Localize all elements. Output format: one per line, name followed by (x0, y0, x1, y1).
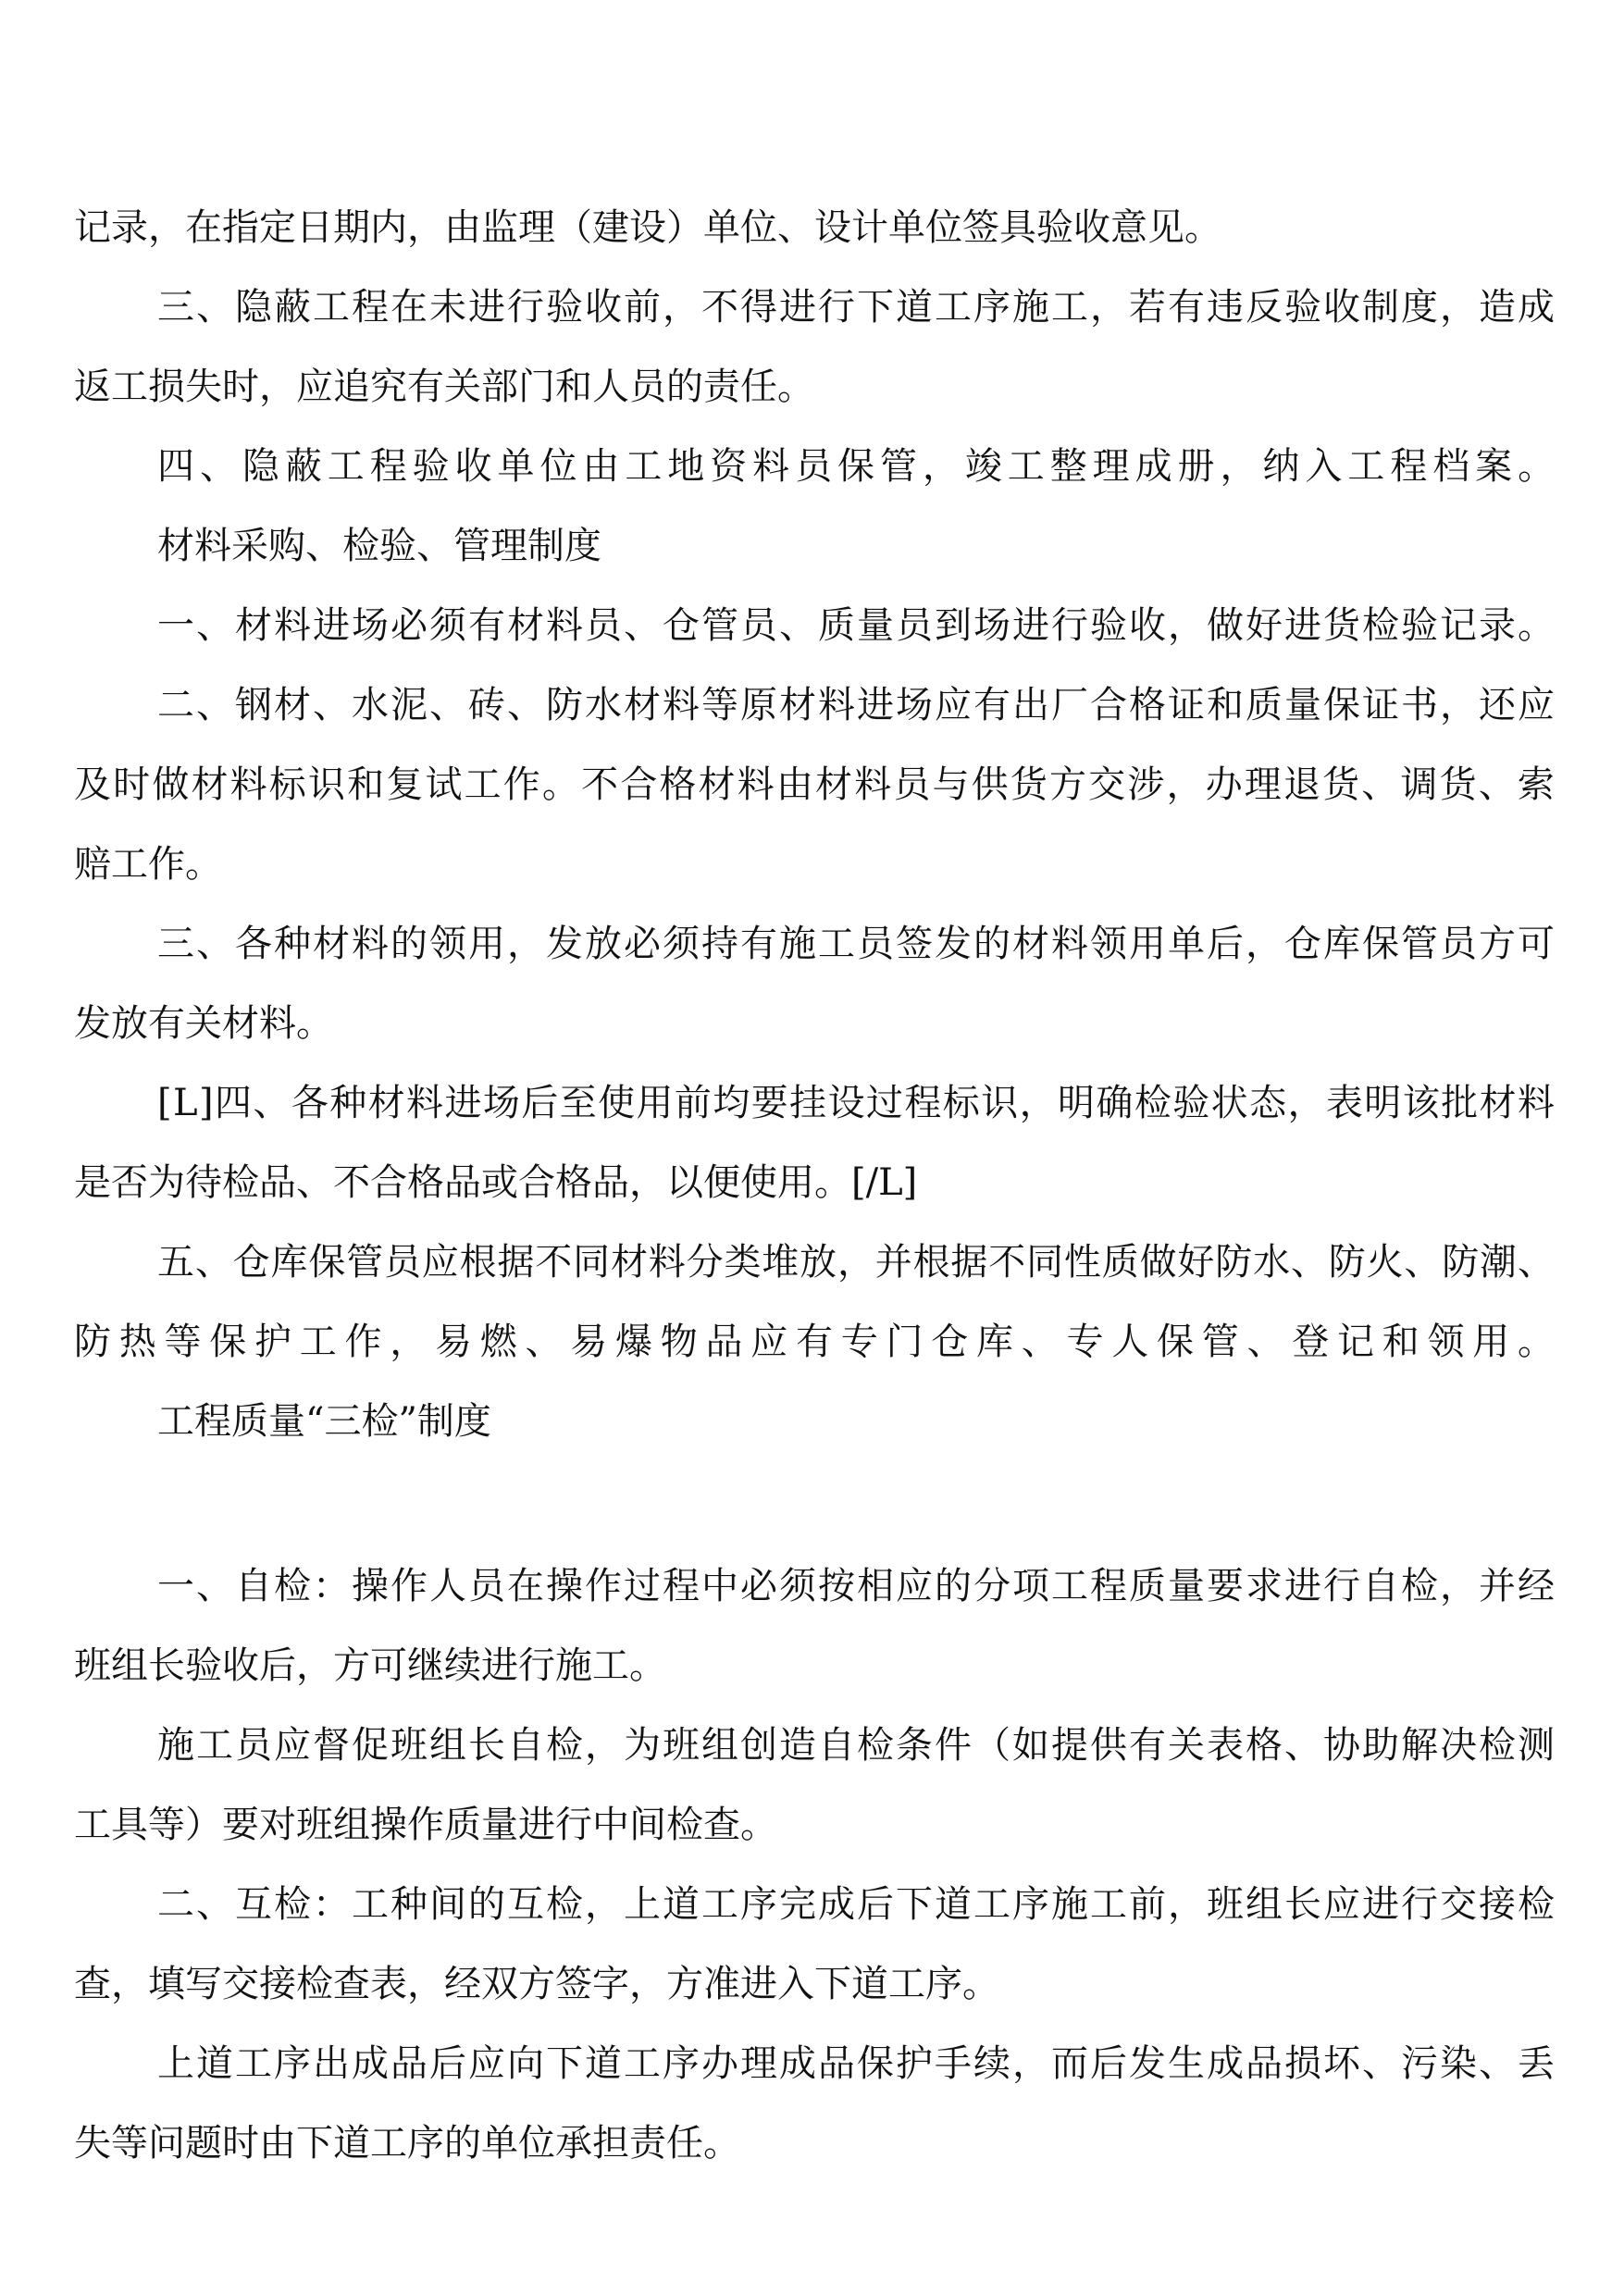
text-line-4: 四、隐蔽工程验收单位由工地资料员保管，竣工整理成册，纳入工程档案。 (157, 445, 1561, 488)
text-line-20: 工具等）要对班组操作质量进行中间检查。 (74, 1804, 777, 1846)
text-line-10: 三、各种材料的领用，发放必须持有施工员签发的材料领用单后，仓库保管员方可 (157, 923, 1556, 965)
text-line-8: 及时做材料标识和复试工作。不合格材料由材料员与供货方交涉，办理退货、调货、索 (74, 763, 1557, 806)
text-line-12: [L]四、各种材料进场后至使用前均要挂设过程标识，明确检验状态，表明该批材料 (157, 1082, 1556, 1124)
text-line-15: 防热等保护工作，易燃、易爆物品应有专门仓库、专人保管、登记和领用。 (74, 1321, 1563, 1363)
text-line-6: 一、材料进场必须有材料员、仓管员、质量员到场进行验收，做好进货检验记录。 (157, 604, 1556, 647)
text-line-9: 赔工作。 (74, 843, 222, 886)
text-line-24: 失等问题时由下道工序的单位承担责任。 (74, 2122, 740, 2165)
text-line-17: 一、自检：操作人员在操作过程中必须按相应的分项工程质量要求进行自检，并经 (157, 1565, 1556, 1607)
text-line-13: 是否为待检品、不合格品或合格品，以便使用。[/L] (74, 1161, 918, 1204)
section-heading-materials: 材料采购、检验、管理制度 (157, 525, 601, 567)
text-line-22: 查，填写交接检查表，经双方签字，方准进入下道工序。 (74, 1963, 999, 2005)
text-line-14: 五、仓库保管员应根据不同材料分类堆放，并根据不同性质做好防水、防火、防潮、 (157, 1241, 1556, 1284)
text-line-3: 返工损失时，应追究有关部门和人员的责任。 (74, 366, 814, 408)
section-heading-three-checks: 工程质量“三检”制度 (157, 1400, 491, 1443)
text-line-21: 二、互检：工种间的互检，上道工序完成后下道工序施工前，班组长应进行交接检 (157, 1883, 1556, 1926)
text-line-19: 施工员应督促班组长自检，为班组创造自检条件（如提供有关表格、协助解决检测 (157, 1724, 1556, 1767)
text-line-11: 发放有关材料。 (74, 1002, 333, 1045)
text-line-7: 二、钢材、水泥、砖、防水材料等原材料进场应有出厂合格证和质量保证书，还应 (157, 684, 1556, 726)
text-line-2: 三、隐蔽工程在未进行验收前，不得进行下道工序施工，若有违反验收制度，造成 (157, 286, 1556, 329)
text-line-23: 上道工序出成品后应向下道工序办理成品保护手续，而后发生成品损坏、污染、丢 (157, 2042, 1556, 2085)
text-line-1: 记录，在指定日期内，由监理（建设）单位、设计单位签具验收意见。 (74, 206, 1221, 249)
text-line-18: 班组长验收后，方可继续进行施工。 (74, 1644, 666, 1687)
